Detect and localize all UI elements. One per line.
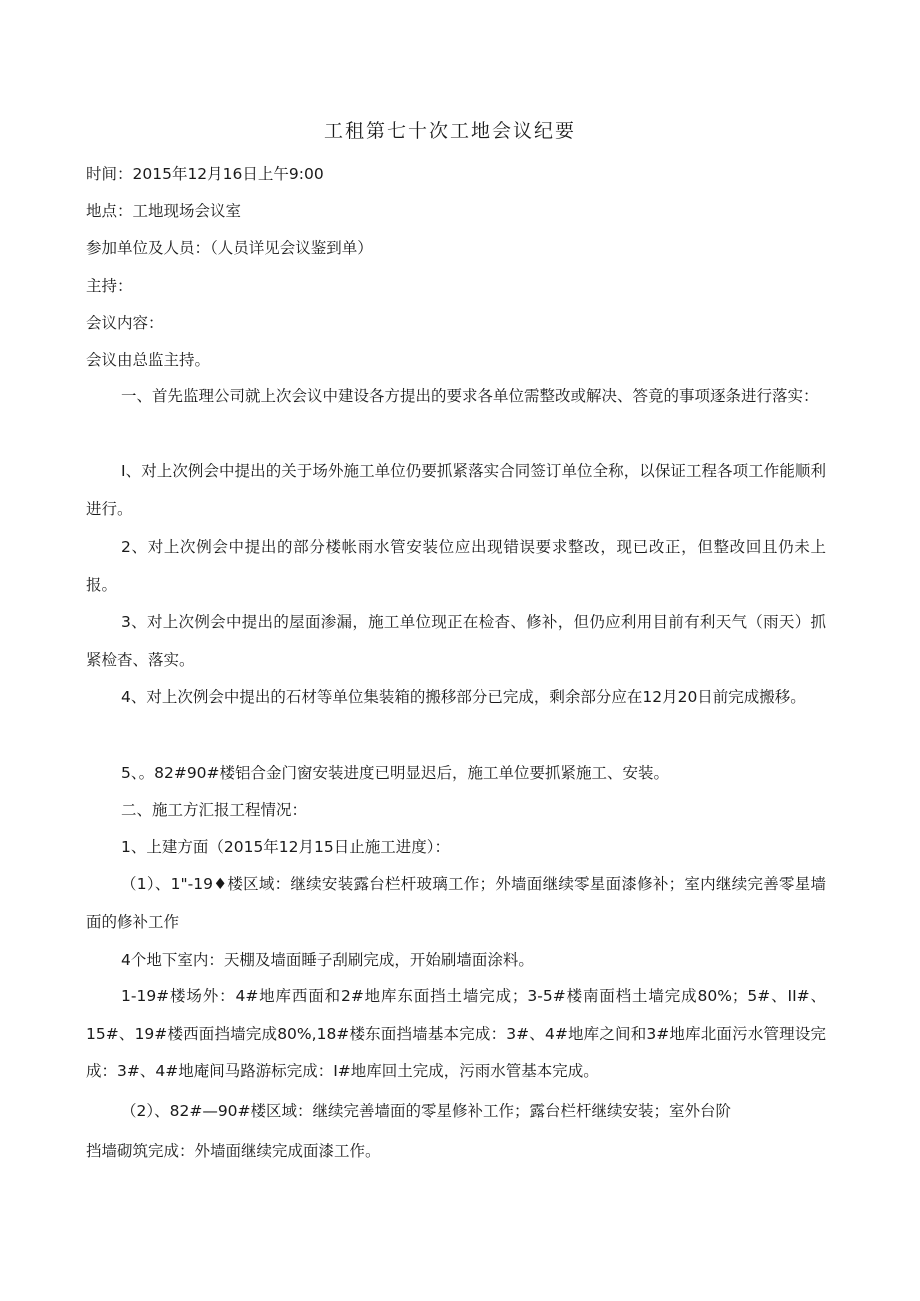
section1-intro: 一、首先监理公司就上次会议中建设各方提出的要求各单位需整改或解决、答竟的事项逐条进行落实： bbox=[121, 387, 819, 405]
section2-title: 二、施工方汇报工程情况： bbox=[121, 801, 308, 819]
sub2-line-2: 挡墙砌筑完成：外墙面继续完成面漆工作。 bbox=[86, 1142, 381, 1160]
item-1: I、对上次例会中提出的关于场外施工单位仍要抓紧落实合同签订单位全称，以保证工程各项工作能顺利进行。 bbox=[86, 462, 826, 518]
sub1-paragraph-2: 4个地下室内：天棚及墙面睡子刮刷完成，开始刷墙面涂料。 bbox=[121, 951, 534, 969]
sub1-title: 1、上建方面（2015年12月15日止施工进度）： bbox=[121, 838, 451, 856]
meeting-presided: 会议由总监主持。 bbox=[86, 351, 211, 369]
meeting-attendees: 参加单位及人员：（人员详见会议鉴到单） bbox=[86, 239, 373, 257]
meeting-location: 地点：工地现场会议室 bbox=[86, 202, 242, 220]
meeting-content-label: 会议内容： bbox=[86, 314, 164, 332]
item-2: 2、对上次例会中提出的部分楼帐雨水管安装位应出现错误要求整改，现已改正，但整改回且仍未上报。 bbox=[86, 538, 826, 594]
sub2-line-1: （2）、82#—90#楼区域：继续完善墙面的零星修补工作；露台栏杆继续安装；室外台阶 bbox=[121, 1102, 732, 1120]
item-5: 5、。82#90#楼铝合金门窗安装进度已明显迟后，施工单位要抓紧施工、安装。 bbox=[121, 764, 670, 782]
item-4: 4、对上次例会中提出的石材等单位集装箱的搬移部分已完成，剩余部分应在12月20日前完成搬移。 bbox=[121, 688, 806, 706]
meeting-host: 主持： bbox=[86, 277, 133, 295]
meeting-time: 时间：2015年12月16日上午9:00 bbox=[86, 165, 324, 183]
item-3: 3、对上次例会中提出的屋面渗漏，施工单位现正在检杳、修补，但仍应利用目前有利天气（雨天）抓紧检杳、落实。 bbox=[86, 613, 826, 669]
document-title: 工租第七十次工地会议纪要 bbox=[323, 120, 576, 142]
sub1-paragraph-1: （1）、1"-19♦楼区域：继续安装露台栏杆玻璃工作；外墙面继续零星面漆修补；室内继续完善零星墙面的修补工作 bbox=[86, 875, 826, 931]
sub1-paragraph-3: 1-19#楼场外：4#地库西面和2#地库东面挡土墙完成；3-5#楼南面档土墙完成80%；5#、II#、15#、19#楼西面挡墙完成80%,18#楼东面挡墙基本完成：3#、4#地库之间和3#地库北面污水管理设完成：3#、4#地庵间马路游标完成：I#地库回土完成，污雨水管基本完成。 bbox=[86, 987, 826, 1080]
